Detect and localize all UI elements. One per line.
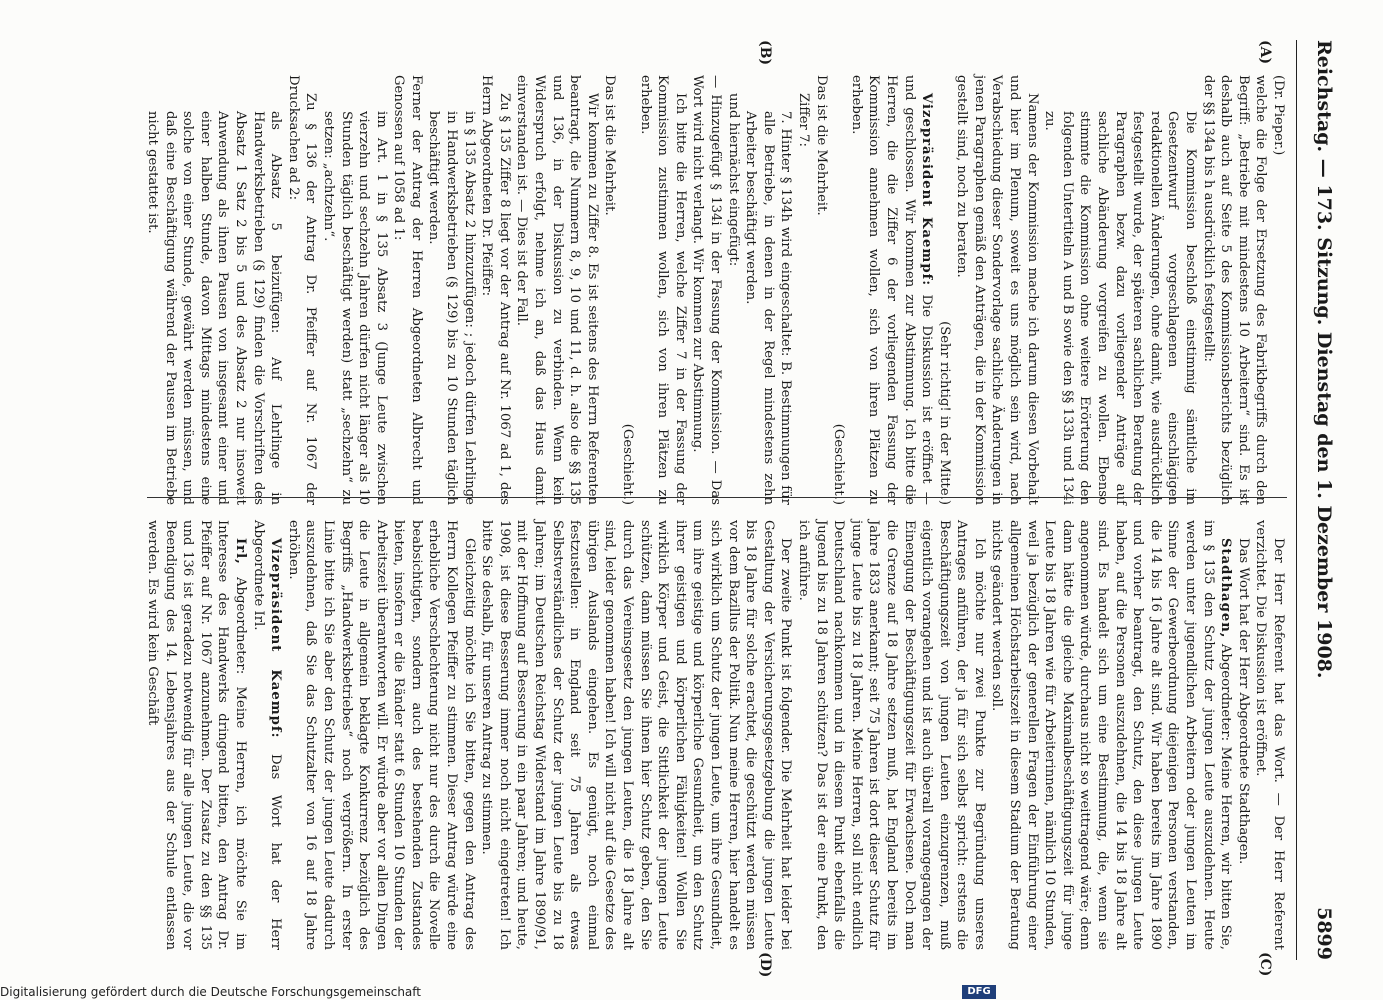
margin-mark-a: (A)	[1257, 40, 1273, 65]
left-column-paragraph: Die Kommission beschloß einstimmig sämtliche im Gesetzentwurf vorgeschlagenen einschlägigen redaktionellen Änderungen, ohne damit, wie ausdrücklich festgestellt wurde, der späteren sachlichen Beratung der Paragraphen bezw. dazu vorliegender Anträge auf sachliche Abänderung vorgreifen zu wollen. Ebenso stimmte die Kommission ohne weitere Erörterung den folgenden Untertiteln A und B sowie den §§ 133h und 134i zu.	[1042, 111, 1199, 505]
right-text-column	[87, 520, 1287, 950]
right-column-paragraph: Ich möchte nur zwei Punkte zur Begründung unseres Antrages anführen, der ja für sich selbst spricht: erstens die Beschäftigungszeit von jungen Leuten einzugrenzen, muß eigentlich vorangehen und ist auch überall vorangegangen der Einengung der Beschäftigungszeit für Erwachsene. Doch man die Grenze auf 18 Jahre setzen muß, hat England bereits im Jahre 1833 anerkannt; seit 75 Jahren ist dort dieser Schutz für junge Leute bis zu 18 Jahren. Meine Herren, soll nicht endlich Deutschland nachkommen und in diesem Punkt ebenfalls die Jugend bis zu 18 Jahren schützen? Das ist der eine Punkt, den ich anführe.	[795, 520, 987, 950]
left-column-paragraph: Ziffer 7:	[795, 93, 811, 147]
speaker-name: Vizepräsident Kaempf:	[268, 538, 284, 739]
dfg-logo: DFG	[962, 985, 996, 999]
right-column-paragraph: Das Wort hat der Herr Abgeordnete Stadthagen.	[1235, 538, 1251, 865]
speaker-name: Irl,	[232, 538, 248, 565]
column-divider	[147, 497, 1287, 498]
footer-credit: Digitalisierung gefördert durch die Deutsche Forschungsgemeinschaft	[0, 985, 422, 999]
right-column-paragraph: Gleichzeitig möchte ich Sie bitten, gegen den Antrag des Herrn Kollegen Pfeiffer zu stimmen. Dieser Antrag würde eine erhebliche Verschlechterung nicht nur des durch die Novelle beabsichtigten, sondern auch des bestehenden Zustandes bieten, insofern er die Ränder statt 6 Stunden 10 Stunden der Arbeitszeit überantworten will. Er würde aber vor allen Dingen die Leute in allgemein beklagte Konkurrenz bezüglich des Begriffs „Handwerksbetriebes“ noch vergrößern. In erster Linie bitte ich Sie aber den Schutz der jungen Leute dadurch auszudehnen, daß Sie das Schutzalter von 16 auf 18 Jahre erhöhen.	[285, 520, 477, 950]
left-column-paragraph: Das ist die Mehrheit.	[602, 75, 618, 216]
left-column-paragraph: Vizepräsident Kaempf: Die Diskussion ist eröffnet — und geschlossen. Wir kommen zur Abstimmung. Ich bitte die Herren, die die Ziffer 6 der vorliegenden Fassung der Kommission annehmen wollen, sich von ihren Plätzen zu erheben.	[848, 75, 935, 505]
left-column-paragraph: als Absatz 5 beizufügen: Auf Lehrlinge in Handwerksbetrieben (§ 129) finden die Vorschriften des Absatz 1 Satz 2 bis 5 und des Absatz 2 nur insoweit Anwendung als ihnen Pausen von insgesamt einer und einer halben Stunde, davon Mittags mindestens eine solche von einer Stunde, gewährt werden müssen, und daß eine Beschäftigung während der Pausen im Betriebe nicht gestattet ist.	[145, 111, 284, 505]
left-column-paragraph: — Hinzugefügt § 134i in der Fassung der Kommission. — Das Wort wird nicht verlangt. Wir kommen zur Abstimmung.	[690, 75, 723, 505]
margin-mark-d: (D)	[757, 952, 773, 978]
speaker-name: Vizepräsident Kaempf:	[919, 93, 935, 287]
left-column-paragraph: Zu § 135 Ziffer 8 liegt vor der Antrag auf Nr. 1067 ad 1, des Herrn Abgeordneten Dr. Pfeiffer:	[479, 75, 512, 505]
left-column-paragraph: im Art. 1 in § 135 Absatz 3 (Junge Leute zwischen vierzehn und sechzehn Jahren dürfen nicht länger als 10 Stunden täglich beschäftigt werden) statt „sechzehn“ zu setzen: „achtzehn“.	[320, 111, 389, 505]
left-column-paragraph: Wir kommen zu Ziffer 8. Es ist seitens des Herrn Referenten beantragt, die Nummern 8, 9, 10 und 11, d. h. also die §§ 135 und 136, in der Diskussion zu verbinden. Wenn kein Widerspruch erfolgt, nehme ich an, daß das Haus damit einverstanden ist. — Dies ist der Fall.	[514, 75, 600, 505]
speaker-name: Stadthagen,	[1218, 538, 1234, 639]
left-column-paragraph: welche die Folge der Ersetzung des Fabrikbegriffs durch den Begriff: „Betriebe mit mindestens 10 Arbeitern“ sind. Es ist deshalb auch auf Seite 5 des Kommissionsberichts bezüglich der §§ 134a bis h ausdrücklich festgestellt:	[1200, 75, 1269, 505]
left-column-paragraph: in § 135 Absatz 2 hinzuzufügen: ; jedoch dürfen Lehrlinge in Handwerksbetrieben (§ 129) bis zu 10 Stunden täglich beschäftigt werden.	[426, 111, 477, 505]
left-column-paragraph: Zu § 136 der Antrag Dr. Pfeiffer auf Nr. 1067 der Drucksachen ad 2:	[285, 75, 319, 505]
left-column-paragraph: (Sehr richtig! in der Mitte.)	[936, 321, 952, 505]
page-footer	[0, 985, 1000, 1000]
left-column-paragraph: Namens der Kommission mache ich darum diesen Vorbehalt und hier im Plenum, soweit es uns möglich sein wird, nach Verabschiedung dieser Sondervorlage sachliche Änderungen in jenen Paragraphen gemäß den Anträgen, die in der Kommission gestellt sind, noch zu beraten.	[954, 75, 1040, 505]
left-column-paragraph: Ich bitte die Herren, welche Ziffer 7 in der Fassung der Kommission zustimmen wollen, sich von ihren Plätzen zu erheben.	[637, 75, 688, 505]
right-column-paragraph: Der Herr Referent hat das Wort. — Der Herr Referent verzichtet. Die Diskussion ist eröffnet.	[1253, 520, 1286, 950]
margin-mark-c: (C)	[1257, 952, 1273, 977]
right-column-paragraph: Stadthagen, Abgeordneter: Meine Herren, wir bitten Sie, im § 135 den Schutz der jungen Leute auszudehnen. Heute werden unter jugendlichen Arbeitern oder jungen Leuten im Sinne der Gewerbeordnung diejenigen Personen verstanden, die 14 bis 16 Jahre alt sind. Wir haben bereits im Jahre 1890 und vorher beantragt, den Schutz, den diese jungen Leute haben, auf die Personen auszudehnen, die 14 bis 18 Jahre alt sind. Es handelt sich um eine Bestimmung, die, wenn sie angenommen würde, durchaus nicht so weittragend wäre; denn dann hätte die gleiche Maximalbeschäftigungszeit für junge Leute bis 18 Jahren wie für Arbeiterinnen, nämlich 10 Stunden, weil ja bezüglich der generellen Fragen der Einführung einer allgemeinen Höchstarbeitszeit in diesem Stadium der Beratung nichts geändert werden soll.	[989, 520, 1234, 950]
left-text-column	[87, 75, 1287, 505]
page-header	[1299, 40, 1335, 960]
left-column-paragraph: Ferner der Antrag der Herren Abgeordneten Albrecht und Genossen auf 1058 ad 1:	[391, 75, 424, 505]
right-column-paragraph: Irl, Abgeordneter: Meine Herren, ich möchte Sie im Interesse des Handwerks dringend bitten, den Antrag Dr. Pfeiffer auf Nr. 1067 anzunehmen. Der Zusatz zu den §§ 135 und 136 ist geradezu notwendig für alle jungen Leute, die vor Beendigung des 14. Lebensjahres aus der Schule entlassen werden. Es wird kein Geschäft	[145, 520, 248, 950]
page-number: 5899	[1313, 907, 1335, 960]
left-column-paragraph: Das ist die Mehrheit.	[813, 75, 829, 216]
left-column-paragraph: (Geschieht.)	[620, 423, 636, 505]
left-column-paragraph: und hiernächst eingefügt:	[725, 93, 741, 267]
left-column-paragraph: 7. Hinter § 134h wird eingeschaltet: B. Bestimmungen für alle Betriebe, in denen in der Regel mindestens zehn Arbeiter beschäftigt werden.	[743, 111, 794, 505]
right-column-paragraph: Der zweite Punkt ist folgender. Die Mehrheit hat leider bei Gestaltung der Versicherungsgesetzgebung die jungen Leute bis 18 Jahre für solche erachtet, die geschützt werden müssen vor dem Bazillus der Politik. Nun meine Herren, hier handelt es sich wirklich um Schutz der jungen Leute, um ihre Gesundheit, um ihre geistige und körperliche Gesundheit, um den Schutz ihrer geistigen und körperlichen Fähigkeiten! Wollen Sie wirklich Körper und Geist, die Sittlichkeit der jungen Leute schützen, dann müssen Sie ihnen hier Schutz geben, den Sie durch das Vereinsgesetz den jungen Leuten, die 18 Jahre alt sind, leider genommen haben! Ich will nicht auf die Gesetze des übrigen Auslands eingehen. Es genügt, noch einmal festzustellen: in England seit 75 Jahren als etwas Selbstverständliches der Schutz der jungen Leute bis zu 18 Jahren; im Deutschen Reichstag Widerstand im Jahre 1890/91, mit der Hoffnung auf Besserung in ein paar Jahren; und heute, 1908, ist diese Besserung immer noch nicht eingetreten! Ich bitte Sie deshalb, für unseren Antrag zu stimmen.	[479, 520, 794, 950]
header-rule	[1296, 40, 1297, 960]
right-column-paragraph: Vizepräsident Kaempf: Das Wort hat der Herr Abgeordnete Irl.	[250, 520, 284, 951]
margin-mark-b: (B)	[757, 40, 773, 66]
header-title: Reichstag. — 173. Sitzung. Dienstag den 1. Dezember 1908.	[1313, 40, 1335, 679]
left-column-paragraph: (Dr. Pieper.)	[1271, 75, 1286, 156]
left-column-paragraph: (Geschieht.)	[831, 423, 847, 505]
